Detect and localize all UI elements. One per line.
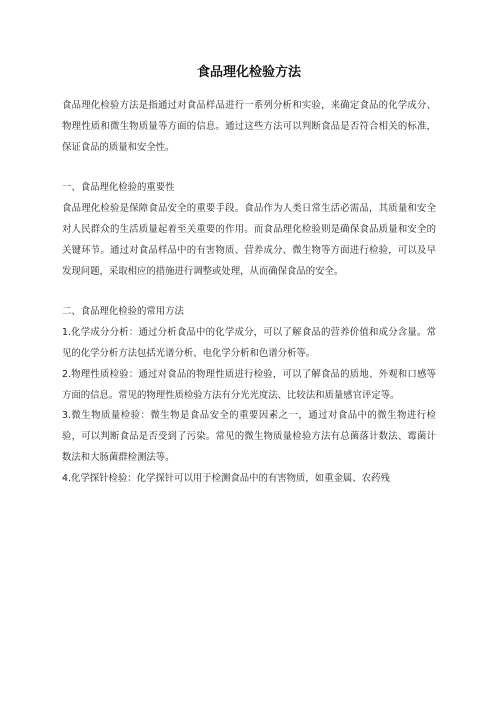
section-body-importance: 食品理化检验是保障食品安全的重要手段。食品作为人类日常生活必需品，其质量和安全对人民群众的生活质量起着至关重要的作用。而食品理化检验则是确保食品质量和安全的关键环节。通过对食品样品中的有害物质、营养成分、微生物等方面进行检验，可以及早发现问题，采取相应的措施进行调整或处理，从而确保食品的安全。 [62,203,436,277]
section-heading-methods: 二、食品理化检验的常用方法 [62,306,184,318]
method-item: 3.微生物质量检验：微生物是食品安全的重要因素之一，通过对食品中的微生物进行检验，可以判断食品是否受到了污染。常见的微生物质量检验方法有总菌落计数法、霉菌计数法和大肠菌群检测法等。 [62,410,436,463]
spacer [62,282,436,302]
section-heading-importance: 一、食品理化检验的重要性 [62,182,175,194]
method-item: 2.物理性质检验：通过对食品的物理性质进行检验，可以了解食品的质地、外观和口感等方面的信息。常见的物理性质检验方法有分光光度法、比较法和质量感官评定等。 [62,368,436,401]
method-item: 4.化学探针检验：化学探针可以用于检测食品中的有害物质，如重金属、农药残 [62,472,390,484]
document-title: 食品理化检验方法 [196,65,301,80]
method-item: 1.化学成分分析：通过分析食品中的化学成分，可以了解食品的营养价值和成分含量。常见的化学分析方法包括光谱分析、电化学分析和色谱分析等。 [62,327,436,359]
intro-paragraph: 食品理化检验方法是指通过对食品样品进行一系列分析和实验，来确定食品的化学成分、物理性质和微生物质量等方面的信息。通过这些方法可以判断食品是否符合相关的标准，保证食品的质量和安全性。 [62,100,436,153]
spacer [62,158,436,178]
